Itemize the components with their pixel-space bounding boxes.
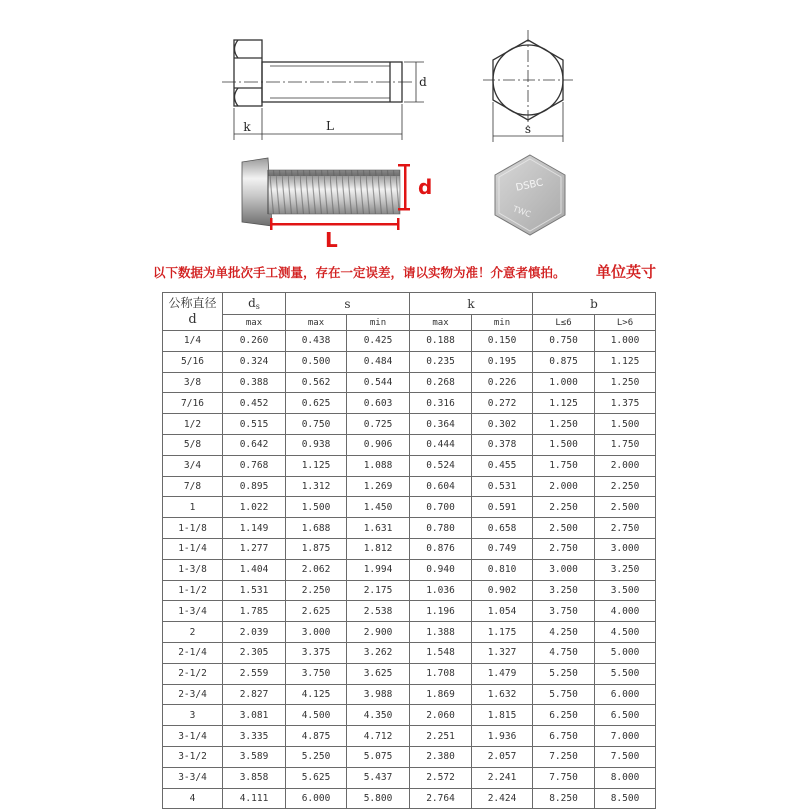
measurement-note: 以下数据为单批次手工测量，存在一定误差，请以实物为准！介意者慎拍。 (153, 265, 566, 280)
photo-L-label: L (325, 228, 338, 252)
table-cell: 8.000 (595, 767, 656, 788)
table-cell: 2.500 (595, 497, 656, 518)
table-cell: 2.424 (472, 788, 533, 809)
table-cell: 3.625 (347, 663, 410, 684)
table-cell: 1/4 (163, 331, 223, 352)
table-cell: 1.708 (410, 663, 472, 684)
table-cell: 0.324 (223, 351, 286, 372)
table-cell: 2.559 (223, 663, 286, 684)
table-row (163, 372, 656, 393)
header-s-min: min (347, 315, 410, 331)
table-cell: 0.780 (410, 518, 472, 539)
header-k-max: max (410, 315, 472, 331)
table-cell: 0.302 (472, 414, 533, 435)
s-dim-label: s (524, 122, 532, 136)
table-cell: 3.000 (533, 559, 595, 580)
table-row (163, 684, 656, 705)
table-row (163, 351, 656, 372)
table-cell: 2-1/4 (163, 642, 223, 663)
table-row (163, 642, 656, 663)
table-cell: 0.658 (472, 518, 533, 539)
table-cell: 1.054 (472, 601, 533, 622)
table-cell: 0.875 (533, 351, 595, 372)
table-cell: 0.768 (223, 455, 286, 476)
table-cell: 3.858 (223, 767, 286, 788)
table-row (163, 663, 656, 684)
k-dim-label: k (243, 120, 251, 134)
table-cell: 0.388 (223, 372, 286, 393)
table-cell: 2.175 (347, 580, 410, 601)
table-cell: 0.940 (410, 559, 472, 580)
table-cell: 2.000 (595, 455, 656, 476)
bolt-side-drawing (222, 40, 424, 140)
table-cell: 8.500 (595, 788, 656, 809)
header-s-max: max (286, 315, 347, 331)
table-cell: 3.250 (595, 559, 656, 580)
table-cell: 1.196 (410, 601, 472, 622)
table-cell: 2.750 (533, 538, 595, 559)
table-row (163, 538, 656, 559)
table-cell: 5.625 (286, 767, 347, 788)
table-cell: 1.450 (347, 497, 410, 518)
table-cell: 6.000 (595, 684, 656, 705)
table-cell: 0.591 (472, 497, 533, 518)
table-cell: 4.500 (595, 622, 656, 643)
table-cell: 2.062 (286, 559, 347, 580)
table-cell: 1-3/8 (163, 559, 223, 580)
table-cell: 4.000 (595, 601, 656, 622)
table-cell: 5.437 (347, 767, 410, 788)
table-row (163, 601, 656, 622)
table-row (163, 767, 656, 788)
table-cell: 4.125 (286, 684, 347, 705)
table-cell: 2-1/2 (163, 663, 223, 684)
bolt-photo (242, 158, 400, 226)
table-cell: 1.327 (472, 642, 533, 663)
table-cell: 5.250 (533, 663, 595, 684)
table-cell: 3/8 (163, 372, 223, 393)
table-cell: 3/4 (163, 455, 223, 476)
table-cell: 7.000 (595, 726, 656, 747)
table-cell: 0.425 (347, 331, 410, 352)
table-cell: 0.938 (286, 434, 347, 455)
table-cell: 0.750 (286, 414, 347, 435)
table-cell: 7.750 (533, 767, 595, 788)
table-row (163, 455, 656, 476)
table-cell: 1.631 (347, 518, 410, 539)
table-cell: 3.750 (533, 601, 595, 622)
table-cell: 5.800 (347, 788, 410, 809)
table-cell: 1.277 (223, 538, 286, 559)
table-row (163, 434, 656, 455)
table-cell: 1.479 (472, 663, 533, 684)
head-mark: DSBC (514, 177, 545, 194)
table-cell: 0.895 (223, 476, 286, 497)
header-b: b (533, 293, 656, 315)
table-cell: 0.562 (286, 372, 347, 393)
table-cell: 2.764 (410, 788, 472, 809)
head-mark-small: TWC (511, 204, 533, 220)
table-cell: 0.452 (223, 393, 286, 414)
table-cell: 1.500 (595, 414, 656, 435)
table-cell: 5.075 (347, 746, 410, 767)
table-cell: 2.750 (595, 518, 656, 539)
table-cell: 1.815 (472, 705, 533, 726)
table-cell: 0.484 (347, 351, 410, 372)
table-cell: 2.000 (533, 476, 595, 497)
table-cell: 1.312 (286, 476, 347, 497)
table-cell: 2.572 (410, 767, 472, 788)
table-cell: 0.455 (472, 455, 533, 476)
table-cell: 5.500 (595, 663, 656, 684)
table-cell: 3.081 (223, 705, 286, 726)
table-cell: 5/16 (163, 351, 223, 372)
table-cell: 5.250 (286, 746, 347, 767)
table-cell: 0.906 (347, 434, 410, 455)
table-cell: 3.589 (223, 746, 286, 767)
table-cell: 3.335 (223, 726, 286, 747)
table-row (163, 622, 656, 643)
table-cell: 1.269 (347, 476, 410, 497)
table-cell: 3.750 (286, 663, 347, 684)
table-cell: 0.378 (472, 434, 533, 455)
table-cell: 0.902 (472, 580, 533, 601)
header-k-min: min (472, 315, 533, 331)
table-cell: 8.250 (533, 788, 595, 809)
table-cell: 2.250 (286, 580, 347, 601)
table-cell: 3-1/2 (163, 746, 223, 767)
table-row (163, 518, 656, 539)
header-nominal-diameter (163, 293, 223, 331)
table-cell: 0.226 (472, 372, 533, 393)
table-cell: 0.515 (223, 414, 286, 435)
table-cell: 4.875 (286, 726, 347, 747)
table-cell: 2.039 (223, 622, 286, 643)
table-cell: 1.000 (595, 331, 656, 352)
table-cell: 6.250 (533, 705, 595, 726)
table-cell: 0.150 (472, 331, 533, 352)
table-cell: 1.994 (347, 559, 410, 580)
table-cell: 0.544 (347, 372, 410, 393)
header-k: k (410, 293, 533, 315)
table-cell: 0.316 (410, 393, 472, 414)
table-cell: 1.632 (472, 684, 533, 705)
table-cell: 3-3/4 (163, 767, 223, 788)
table-cell: 4.111 (223, 788, 286, 809)
hex-head-photo (495, 155, 565, 235)
table-cell: 1/2 (163, 414, 223, 435)
table-cell: 1.500 (286, 497, 347, 518)
table-cell: 0.749 (472, 538, 533, 559)
table-cell: 2 (163, 622, 223, 643)
table-cell: 0.235 (410, 351, 472, 372)
table-cell: 1-1/8 (163, 518, 223, 539)
table-cell: 1.250 (533, 414, 595, 435)
table-cell: 3 (163, 705, 223, 726)
table-cell: 1.175 (472, 622, 533, 643)
table-cell: 0.876 (410, 538, 472, 559)
table-cell: 1.785 (223, 601, 286, 622)
table-cell: 0.625 (286, 393, 347, 414)
table-row (163, 788, 656, 809)
table-cell: 1.548 (410, 642, 472, 663)
bolt-spec-table (162, 292, 656, 809)
header-d-symbol: d (188, 311, 197, 327)
table-cell: 4.250 (533, 622, 595, 643)
table-cell: 1.404 (223, 559, 286, 580)
table-cell: 0.268 (410, 372, 472, 393)
table-cell: 0.444 (410, 434, 472, 455)
table-cell: 2.305 (223, 642, 286, 663)
table-cell: 0.272 (472, 393, 533, 414)
table-cell: 2.827 (223, 684, 286, 705)
table-cell: 0.725 (347, 414, 410, 435)
table-cell: 1.388 (410, 622, 472, 643)
table-cell: 1.250 (595, 372, 656, 393)
table-cell: 5.000 (595, 642, 656, 663)
table-cell: 2.538 (347, 601, 410, 622)
table-cell: 1-1/4 (163, 538, 223, 559)
header-s: s (286, 293, 410, 315)
table-cell: 6.000 (286, 788, 347, 809)
header-b-le6: L≤6 (533, 315, 595, 331)
table-cell: 7/8 (163, 476, 223, 497)
table-cell: 2.625 (286, 601, 347, 622)
header-b-gt6: L>6 (595, 315, 656, 331)
table-cell: 0.604 (410, 476, 472, 497)
table-cell: 0.531 (472, 476, 533, 497)
table-cell: 0.524 (410, 455, 472, 476)
table-cell: 0.195 (472, 351, 533, 372)
table-cell: 4.750 (533, 642, 595, 663)
table-cell: 2-3/4 (163, 684, 223, 705)
header-d-title: 公称直径 (168, 295, 217, 310)
table-cell: 1.812 (347, 538, 410, 559)
table-cell: 2.900 (347, 622, 410, 643)
table-cell: 7/16 (163, 393, 223, 414)
table-cell: 4.350 (347, 705, 410, 726)
table-cell: 5/8 (163, 434, 223, 455)
header-ds-max: max (223, 315, 286, 331)
table-cell: 3.988 (347, 684, 410, 705)
table-row (163, 414, 656, 435)
table-cell: 1.750 (595, 434, 656, 455)
table-cell: 1.375 (595, 393, 656, 414)
table-cell: 0.750 (533, 331, 595, 352)
photo-d-label: d (418, 175, 433, 199)
table-cell: 0.810 (472, 559, 533, 580)
spec-table-body (163, 331, 656, 809)
table-cell: 6.500 (595, 705, 656, 726)
table-cell: 0.603 (347, 393, 410, 414)
table-row (163, 559, 656, 580)
table-cell: 0.642 (223, 434, 286, 455)
table-cell: 1.875 (286, 538, 347, 559)
table-cell: 1.531 (223, 580, 286, 601)
table-cell: 4.712 (347, 726, 410, 747)
table-row (163, 497, 656, 518)
table-cell: 2.057 (472, 746, 533, 767)
table-cell: 2.380 (410, 746, 472, 767)
table-row (163, 705, 656, 726)
table-cell: 3.262 (347, 642, 410, 663)
table-cell: 1.936 (472, 726, 533, 747)
table-cell: 1.500 (533, 434, 595, 455)
table-cell: 0.364 (410, 414, 472, 435)
table-cell: 1.088 (347, 455, 410, 476)
table-cell: 4.500 (286, 705, 347, 726)
table-cell: 1.125 (595, 351, 656, 372)
table-cell: 1.036 (410, 580, 472, 601)
table-cell: 1.869 (410, 684, 472, 705)
table-cell: 5.750 (533, 684, 595, 705)
table-cell: 1.750 (533, 455, 595, 476)
d-dim-label: d (419, 75, 427, 89)
table-cell: 3.500 (595, 580, 656, 601)
table-cell: 3.250 (533, 580, 595, 601)
table-cell: 1.149 (223, 518, 286, 539)
table-row (163, 476, 656, 497)
table-cell: 0.438 (286, 331, 347, 352)
table-cell: 0.700 (410, 497, 472, 518)
table-cell: 2.241 (472, 767, 533, 788)
table-cell: 1-3/4 (163, 601, 223, 622)
table-cell: 1.000 (533, 372, 595, 393)
table-cell: 2.250 (533, 497, 595, 518)
table-cell: 2.060 (410, 705, 472, 726)
table-row (163, 393, 656, 414)
table-cell: 7.250 (533, 746, 595, 767)
bolt-illustrations (0, 0, 800, 260)
unit-label: 单位英寸 (596, 263, 657, 281)
table-cell: 1.125 (533, 393, 595, 414)
L-dim-label: L (326, 119, 334, 133)
header-ds: $d_s$ (223, 293, 286, 315)
table-cell: 3-1/4 (163, 726, 223, 747)
table-cell: 7.500 (595, 746, 656, 767)
table-cell: 1 (163, 497, 223, 518)
table-cell: 0.500 (286, 351, 347, 372)
table-cell: 1.022 (223, 497, 286, 518)
table-row (163, 726, 656, 747)
table-cell: 2.251 (410, 726, 472, 747)
table-cell: 2.250 (595, 476, 656, 497)
table-cell: 1.688 (286, 518, 347, 539)
table-cell: 3.000 (286, 622, 347, 643)
table-cell: 4 (163, 788, 223, 809)
table-cell: 1.125 (286, 455, 347, 476)
table-row (163, 580, 656, 601)
table-row (163, 331, 656, 352)
table-cell: 0.188 (410, 331, 472, 352)
table-cell: 1-1/2 (163, 580, 223, 601)
table-row (163, 746, 656, 767)
table-cell: 3.375 (286, 642, 347, 663)
table-cell: 3.000 (595, 538, 656, 559)
table-cell: 6.750 (533, 726, 595, 747)
table-cell: 0.260 (223, 331, 286, 352)
table-cell: 2.500 (533, 518, 595, 539)
